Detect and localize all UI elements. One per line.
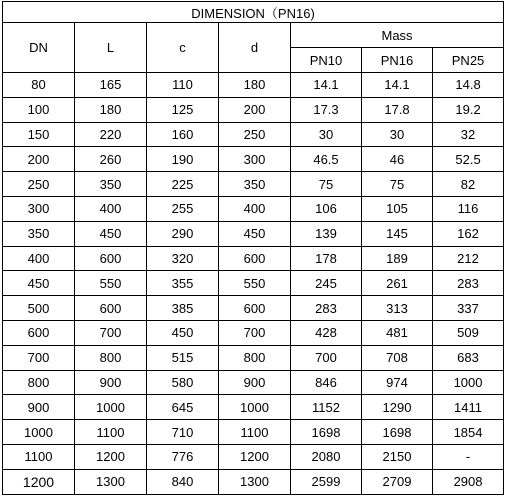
cell-mass-pn16: 75 xyxy=(362,172,433,197)
cell-c: 110 xyxy=(147,73,219,98)
cell-dn: 250 xyxy=(3,172,75,197)
cell-l: 900 xyxy=(75,370,147,395)
cell-mass-pn10: 245 xyxy=(291,271,362,296)
cell-c: 710 xyxy=(147,420,219,445)
cell-l: 260 xyxy=(75,147,147,172)
cell-mass-pn16: 313 xyxy=(362,296,433,321)
cell-mass-pn25: 1854 xyxy=(433,420,504,445)
cell-d: 400 xyxy=(219,196,291,221)
cell-dn: 1200 xyxy=(3,469,75,494)
cell-mass-pn10: 1698 xyxy=(291,420,362,445)
cell-dn: 900 xyxy=(3,395,75,420)
cell-mass-pn25: 283 xyxy=(433,271,504,296)
cell-c: 290 xyxy=(147,221,219,246)
cell-mass-pn16: 974 xyxy=(362,370,433,395)
cell-mass-pn25: 2908 xyxy=(433,469,504,494)
cell-d: 900 xyxy=(219,370,291,395)
cell-mass-pn16: 261 xyxy=(362,271,433,296)
cell-mass-pn16: 189 xyxy=(362,246,433,271)
cell-l: 180 xyxy=(75,97,147,122)
cell-l: 600 xyxy=(75,296,147,321)
cell-mass-pn25: 116 xyxy=(433,196,504,221)
table-title: DIMENSION（PN16) xyxy=(3,2,504,23)
cell-mass-pn16: 1698 xyxy=(362,420,433,445)
cell-mass-pn10: 46.5 xyxy=(291,147,362,172)
cell-l: 165 xyxy=(75,73,147,98)
cell-mass-pn25: 52.5 xyxy=(433,147,504,172)
cell-dn: 200 xyxy=(3,147,75,172)
cell-mass-pn10: 75 xyxy=(291,172,362,197)
cell-d: 1200 xyxy=(219,444,291,469)
cell-c: 160 xyxy=(147,122,219,147)
cell-mass-pn25: 82 xyxy=(433,172,504,197)
cell-mass-pn10: 846 xyxy=(291,370,362,395)
header-pn25: PN25 xyxy=(433,48,504,73)
cell-l: 350 xyxy=(75,172,147,197)
table-row xyxy=(3,320,504,345)
header-dn: DN xyxy=(3,23,75,73)
cell-c: 385 xyxy=(147,296,219,321)
cell-mass-pn25: 14.8 xyxy=(433,73,504,98)
cell-mass-pn25: 212 xyxy=(433,246,504,271)
table-row xyxy=(3,271,504,296)
cell-c: 190 xyxy=(147,147,219,172)
table-row xyxy=(3,246,504,271)
cell-l: 450 xyxy=(75,221,147,246)
table-row xyxy=(3,147,504,172)
cell-d: 200 xyxy=(219,97,291,122)
cell-d: 350 xyxy=(219,172,291,197)
cell-mass-pn10: 1152 xyxy=(291,395,362,420)
cell-l: 1000 xyxy=(75,395,147,420)
table-row xyxy=(3,196,504,221)
cell-mass-pn10: 178 xyxy=(291,246,362,271)
table-row xyxy=(3,172,504,197)
cell-mass-pn25: 19.2 xyxy=(433,97,504,122)
cell-dn: 300 xyxy=(3,196,75,221)
cell-dn: 500 xyxy=(3,296,75,321)
cell-mass-pn16: 30 xyxy=(362,122,433,147)
cell-c: 355 xyxy=(147,271,219,296)
cell-mass-pn25: 32 xyxy=(433,122,504,147)
cell-dn: 600 xyxy=(3,320,75,345)
cell-mass-pn25: 337 xyxy=(433,296,504,321)
cell-l: 220 xyxy=(75,122,147,147)
cell-l: 550 xyxy=(75,271,147,296)
table-row xyxy=(3,420,504,445)
cell-dn: 100 xyxy=(3,97,75,122)
table-row xyxy=(3,444,504,469)
table-row xyxy=(3,97,504,122)
header-c: c xyxy=(147,23,219,73)
cell-c: 840 xyxy=(147,469,219,494)
cell-d: 1300 xyxy=(219,469,291,494)
cell-mass-pn10: 2080 xyxy=(291,444,362,469)
cell-mass-pn10: 17.3 xyxy=(291,97,362,122)
cell-mass-pn16: 2150 xyxy=(362,444,433,469)
cell-c: 580 xyxy=(147,370,219,395)
cell-c: 776 xyxy=(147,444,219,469)
table-row xyxy=(3,345,504,370)
cell-mass-pn16: 481 xyxy=(362,320,433,345)
cell-mass-pn16: 14.1 xyxy=(362,73,433,98)
cell-c: 125 xyxy=(147,97,219,122)
cell-mass-pn10: 2599 xyxy=(291,469,362,494)
cell-mass-pn16: 105 xyxy=(362,196,433,221)
table-body xyxy=(3,73,504,495)
cell-d: 800 xyxy=(219,345,291,370)
cell-l: 800 xyxy=(75,345,147,370)
cell-mass-pn10: 30 xyxy=(291,122,362,147)
cell-l: 1100 xyxy=(75,420,147,445)
header-d: d xyxy=(219,23,291,73)
cell-d: 1100 xyxy=(219,420,291,445)
cell-mass-pn16: 1290 xyxy=(362,395,433,420)
cell-d: 450 xyxy=(219,221,291,246)
cell-dn: 1100 xyxy=(3,444,75,469)
header-l: L xyxy=(75,23,147,73)
cell-c: 320 xyxy=(147,246,219,271)
cell-c: 255 xyxy=(147,196,219,221)
cell-c: 225 xyxy=(147,172,219,197)
table-row xyxy=(3,370,504,395)
cell-l: 700 xyxy=(75,320,147,345)
table-row xyxy=(3,395,504,420)
cell-mass-pn16: 708 xyxy=(362,345,433,370)
cell-c: 450 xyxy=(147,320,219,345)
cell-d: 700 xyxy=(219,320,291,345)
cell-dn: 1000 xyxy=(3,420,75,445)
header-mass: Mass xyxy=(291,23,504,48)
cell-l: 400 xyxy=(75,196,147,221)
cell-mass-pn10: 428 xyxy=(291,320,362,345)
cell-l: 1200 xyxy=(75,444,147,469)
cell-l: 600 xyxy=(75,246,147,271)
cell-mass-pn25: 683 xyxy=(433,345,504,370)
table-row xyxy=(3,221,504,246)
cell-dn: 150 xyxy=(3,122,75,147)
cell-dn: 400 xyxy=(3,246,75,271)
table-row xyxy=(3,73,504,98)
header-pn10: PN10 xyxy=(291,48,362,73)
cell-dn: 700 xyxy=(3,345,75,370)
cell-c: 515 xyxy=(147,345,219,370)
cell-mass-pn16: 17.8 xyxy=(362,97,433,122)
cell-mass-pn25: 1411 xyxy=(433,395,504,420)
cell-c: 645 xyxy=(147,395,219,420)
cell-mass-pn25: 1000 xyxy=(433,370,504,395)
cell-mass-pn10: 283 xyxy=(291,296,362,321)
cell-d: 300 xyxy=(219,147,291,172)
cell-d: 1000 xyxy=(219,395,291,420)
cell-d: 600 xyxy=(219,246,291,271)
cell-d: 550 xyxy=(219,271,291,296)
cell-mass-pn10: 106 xyxy=(291,196,362,221)
table-row xyxy=(3,122,504,147)
cell-mass-pn16: 2709 xyxy=(362,469,433,494)
cell-mass-pn16: 145 xyxy=(362,221,433,246)
cell-dn: 450 xyxy=(3,271,75,296)
cell-mass-pn10: 139 xyxy=(291,221,362,246)
cell-d: 180 xyxy=(219,73,291,98)
cell-mass-pn25: 509 xyxy=(433,320,504,345)
cell-d: 600 xyxy=(219,296,291,321)
dimension-table xyxy=(2,1,504,495)
cell-mass-pn16: 46 xyxy=(362,147,433,172)
cell-dn: 800 xyxy=(3,370,75,395)
cell-l: 1300 xyxy=(75,469,147,494)
table-row xyxy=(3,469,504,494)
cell-mass-pn10: 700 xyxy=(291,345,362,370)
cell-mass-pn25: - xyxy=(433,444,504,469)
cell-dn: 80 xyxy=(3,73,75,98)
header-pn16: PN16 xyxy=(362,48,433,73)
cell-d: 250 xyxy=(219,122,291,147)
cell-dn: 350 xyxy=(3,221,75,246)
table-row xyxy=(3,296,504,321)
cell-mass-pn25: 162 xyxy=(433,221,504,246)
cell-mass-pn10: 14.1 xyxy=(291,73,362,98)
